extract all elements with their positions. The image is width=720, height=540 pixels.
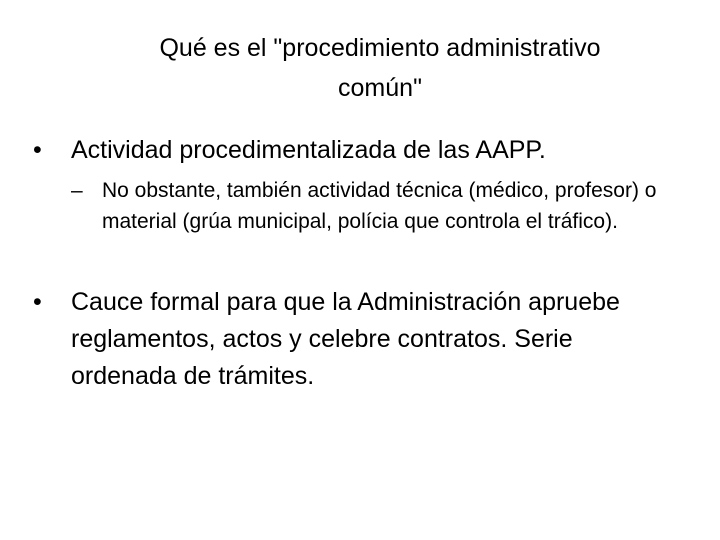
sub-bullet-text: No obstante, también actividad técnica (médico, profesor) o material (grúa municipal, polícia que controla el tráfico). [102,179,657,233]
slide-title [60,28,700,108]
slide-title-line-1: Qué es el "procedimiento administrativo [159,34,601,62]
sub-bullet-item [71,175,692,237]
bullet-item [33,284,671,395]
bullet-text: Cauce formal para que la Administración apruebe reglamentos, actos y celebre contratos. Serie ordenada de trámites. [71,288,620,390]
sub-bullet-marker: – [71,179,83,202]
bullet-marker: • [33,288,42,316]
slide-title-line-2: común" [338,74,422,102]
bullet-marker: • [33,136,42,164]
bullet-text: Actividad procedimentalizada de las AAPP. [71,136,546,164]
bullet-item [33,132,691,169]
